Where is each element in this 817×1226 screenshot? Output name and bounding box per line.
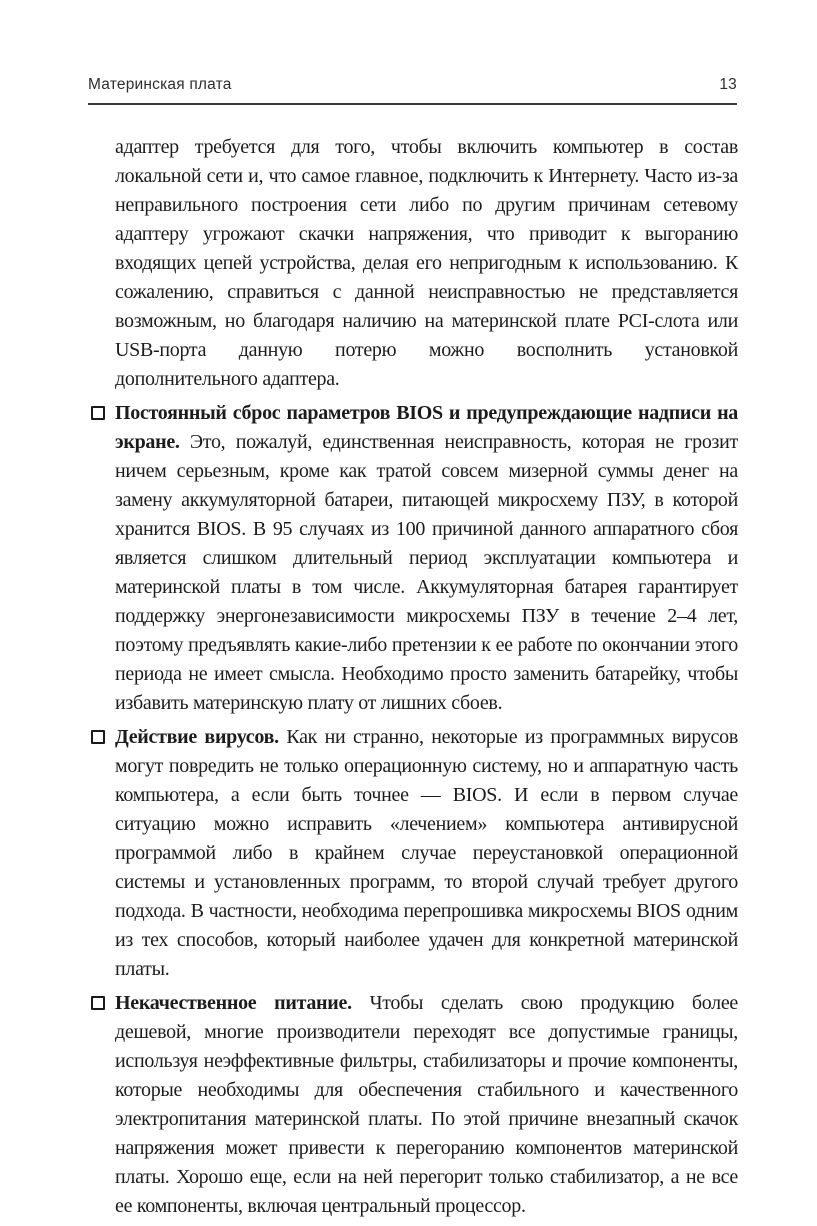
square-bullet-icon [91,406,105,420]
list-item-text: Чтобы сделать свою продукцию более дешевой, многие производители переходят все допустимые границы, используя неэффективные фильтры, стабилизаторы и прочие компоненты, которые необходимы для обеспечения стабильного и качественного электропитания материнской платы. По этой причине внезапный скачок напряжения может привести к перегоранию компонентов материнской платы. Хорошо еще, если на ней перегорит только стабилизатор, а не все ее компоненты, включая центральный процессор. [115,992,739,1217]
intro-paragraph: адаптер требуется для того, чтобы включить компьютер в состав локальной сети и, что самое главное, подключить к Интернету. Часто из-за неправильного построения сети либо по другим причинам сетевому адаптеру угрожают скачки напряжения, что приводит к выгоранию входящих цепей устройства, делая его непригодным к использованию. К сожалению, справиться с данной неисправностью не представляется возможным, но благодаря наличию на материнской плате PCI-слота или USB-порта данную потерю можно восполнить установкой дополнительного адаптера. [115,136,738,390]
list-item-heading: Действие вирусов. [115,726,279,748]
chapter-title: Материнская плата [88,76,232,93]
list-item [88,989,738,1221]
list-item-text: Это, пожалуй, единственная неисправность, которая не грозит ничем серьезным, кроме как тратой совсем мизерной суммы денег на замену аккумуляторной батареи, питающей микросхему ПЗУ, в которой хранится BIOS. В 95 случаях из 100 причиной данного аппаратного сбоя является слишком длительный период эксплуатации компьютера и материнской платы в том числе. Аккумуляторная батарея гарантирует поддержку энергонезависимости микросхемы ПЗУ в течение 2–4 лет, поэтому предъявлять какие-либо претензии к ее работе по окончании этого периода не имеет смысла. Необходимо просто заменить батарейку, чтобы избавить материнскую плату от лишних сбоев. [115,431,739,714]
list-item-heading: Постоянный сброс параметров BIOS и предупреждающие надписи на экране. [115,402,738,453]
list-item-heading: Некачественное питание. [115,992,352,1014]
list-item-text: Как ни странно, некоторые из программных вирусов могут повредить не только операционную систему, но и аппаратную часть компьютера, а если быть точнее — BIOS. И если в первом случае ситуацию можно исправить «лечением» компьютера антивирусной программой либо в крайнем случае переустановкой операционной системы и установленных программ, то второй случай требует другого подхода. В частности, необходима перепрошивка микросхемы BIOS одним из тех способов, который наиболее удачен для конкретной материнской платы. [115,726,738,980]
square-bullet-icon [91,730,105,744]
body-text [88,133,738,1226]
page-number: 13 [719,76,737,93]
square-bullet-icon [91,996,105,1010]
list-item [88,399,738,718]
list-item [88,723,738,984]
running-header [88,76,737,105]
